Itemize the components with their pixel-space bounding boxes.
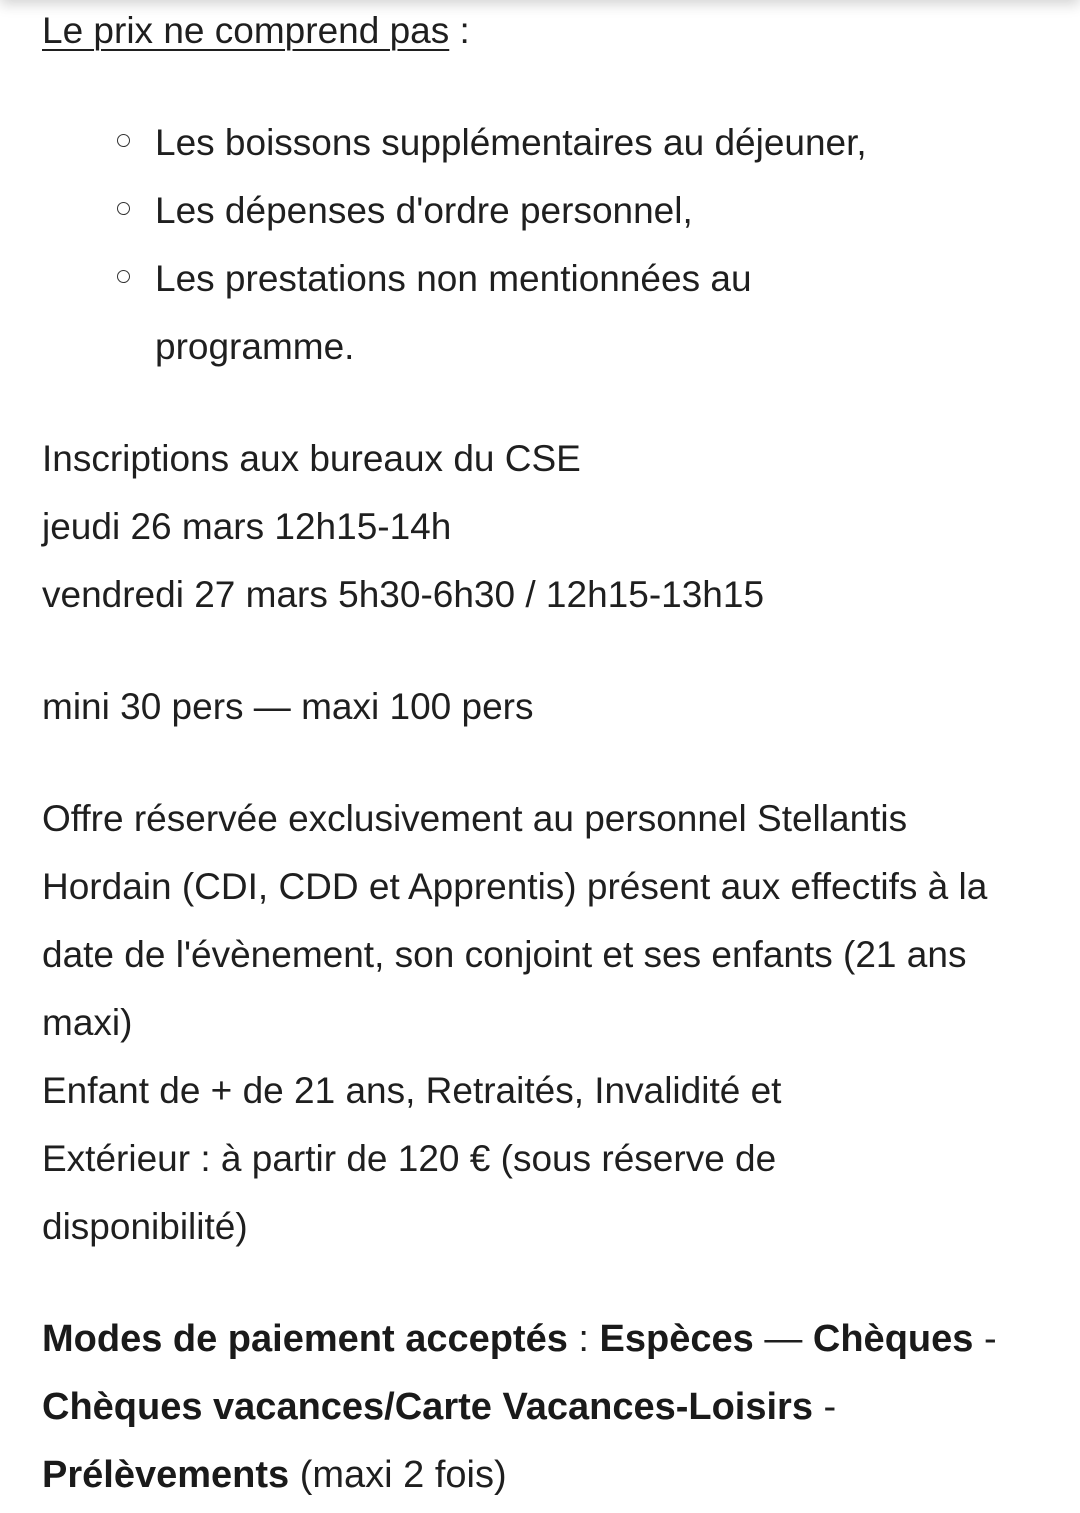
circle-bullet-icon bbox=[117, 270, 130, 283]
inscription-session: vendredi 27 mars 5h30-6h30 / 12h15-13h15 bbox=[42, 574, 765, 615]
payment-method: Espèces bbox=[599, 1318, 754, 1360]
payment-methods bbox=[42, 1305, 1037, 1509]
circle-bullet-icon bbox=[117, 134, 130, 147]
circle-bullet-icon bbox=[117, 202, 130, 215]
exclusions-list bbox=[42, 109, 1042, 381]
exclusions-heading-colon: : bbox=[449, 10, 470, 51]
payment-method: Prélèvements bbox=[42, 1454, 290, 1496]
inscriptions-title: Inscriptions aux bureaux du CSE bbox=[42, 438, 581, 479]
payment-colon: : bbox=[567, 1318, 600, 1360]
payment-separator: - bbox=[812, 1386, 837, 1428]
payment-method: Chèques bbox=[812, 1318, 974, 1360]
payment-note: (maxi 2 fois) bbox=[289, 1454, 507, 1496]
article-content bbox=[42, 0, 1042, 1509]
inscription-session: jeudi 26 mars 12h15-14h bbox=[42, 506, 452, 547]
exclusions-heading-text: Le prix ne comprend pas bbox=[42, 10, 450, 51]
list-item bbox=[155, 245, 875, 381]
exclusions-heading bbox=[42, 0, 1042, 65]
list-item-text: Les dépenses d'ordre personnel, bbox=[155, 190, 693, 231]
list-item bbox=[155, 177, 1042, 245]
capacity-text: mini 30 pers — maxi 100 pers bbox=[42, 686, 534, 727]
payment-separator: — bbox=[753, 1318, 813, 1360]
offer-others: Enfant de + de 21 ans, Retraités, Invalidité et Extérieur : à partir de 120 € (sous réserve de disponibilité) bbox=[42, 1070, 782, 1247]
list-item-text: Les boissons supplémentaires au déjeuner, bbox=[155, 122, 867, 163]
list-item bbox=[155, 109, 1042, 177]
offer-eligibility: Offre réservée exclusivement au personnel Stellantis Hordain (CDI, CDD et Apprentis) présent aux effectifs à la date de l'évènement, son conjoint et ses enfants (21 ans maxi) bbox=[42, 798, 988, 1043]
payment-label: Modes de paiement acceptés bbox=[42, 1318, 568, 1360]
list-item-text: Les prestations non mentionnées au programme. bbox=[155, 258, 752, 367]
inscriptions-block bbox=[42, 425, 1042, 629]
payment-separator: - bbox=[973, 1318, 997, 1360]
offer-block bbox=[42, 785, 1042, 1261]
payment-method: Chèques vacances/Carte Vacances-Loisirs bbox=[42, 1386, 813, 1428]
